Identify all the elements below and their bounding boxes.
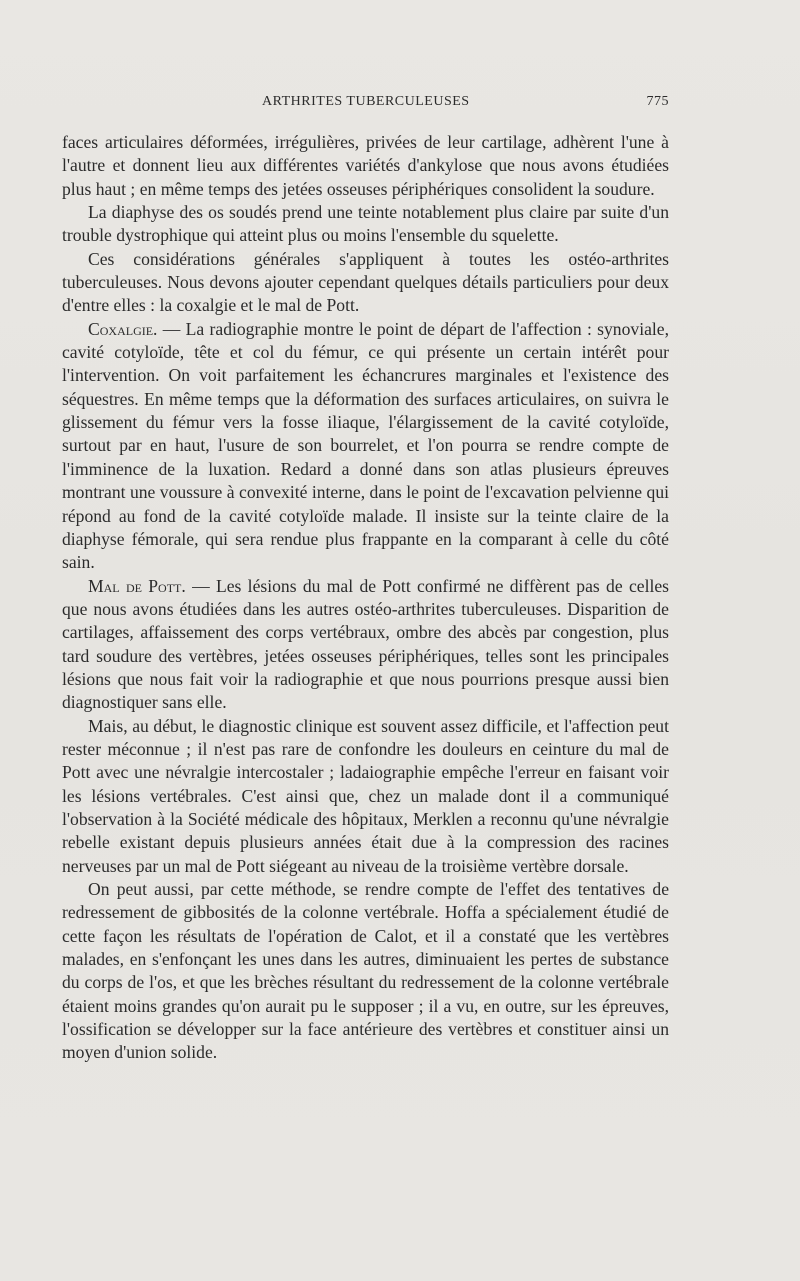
paragraph-coxalgie bbox=[62, 318, 669, 575]
paragraph-text: Ces considérations générales s'appliquent à toutes les ostéo-arthrites tuberculeuses. Nous devons ajouter cependant quelques détails particuliers pour deux d'entre elles : la coxalgie et le mal de Pott. bbox=[62, 248, 669, 316]
body-text bbox=[62, 131, 669, 1065]
paragraph-text: — La radiographie montre le point de départ de l'affection : synoviale, cavité cotyloïde, tête et col du fémur, ce qui présente un certain intérêt pour l'intervention. On voit parfaitement les échancrures marginales et l'existence des séquestres. En même temps que la déformation des surfaces articulaires, on suivra le glissement du fémur vers la fosse iliaque, l'élargissement de la cavité cotyloïde, surtout par en haut, l'usure de son bourrelet, et l'on pourra se rendre compte de l'imminence de la luxation. Redard a donné dans son atlas plusieurs épreuves montrant une voussure à convexité interne, dans le point de l'excavation pelvienne qui répond au fond de la cavité cotyloïde malade. Il insiste sur la teinte claire de la diaphyse fémorale, qui sera rendue plus frappante en la comparant à celle du côté sain. bbox=[62, 318, 669, 573]
paragraph-7 bbox=[62, 878, 669, 1065]
paragraph-6 bbox=[62, 715, 669, 878]
paragraph-3 bbox=[62, 248, 669, 318]
paragraph-text: faces articulaires déformées, irrégulières, privées de leur cartilage, adhèrent l'une à l'autre et donnent lieu aux différentes variétés d'ankylose que nous avons étudiées plus haut ; en même temps des jetées osseuses périphériques consolident la soudure. bbox=[62, 132, 669, 199]
page-number: 775 bbox=[646, 94, 669, 109]
section-lead-mal-de-pott: Mal de Pott. bbox=[88, 575, 186, 596]
paragraph-text: — Les lésions du mal de Pott confirmé ne diffèrent pas de celles que nous avons étudiées dans les autres ostéo-arthrites tuberculeuses. Disparition de cartilages, affaissement des corps vertébraux, ombre des abcès par congestion, plus tard soudure des vertèbres, jetées osseuses périphériques, telles sont les principales lésions que nous fait voir la radiographie et que nous pourrions presque aussi bien diagnostiquer sans elle. bbox=[62, 575, 669, 713]
paragraph-text: On peut aussi, par cette méthode, se rendre compte de l'effet des tentatives de redressement de gibbosités de la colonne vertébrale. Hoffa a spécialement étudié de cette façon les résultats de l'opération de Calot, et il a constaté que les vertèbres malades, en s'enfonçant les unes dans les autres, diminuaient les pertes de substance du corps de l'os, et que les brèches résultant du redressement de la colonne vertébrale étaient moins grandes qu'on aurait pu le supposer ; il a vu, en outre, sur les épreuves, l'ossification se développer sur la face antérieure des vertèbres et constituer ainsi un moyen d'union solide. bbox=[62, 879, 669, 1063]
running-title: ARTHRITES TUBERCULEUSES bbox=[262, 94, 470, 109]
paragraph-mal-de-pott bbox=[62, 575, 669, 715]
paragraph-1 bbox=[62, 131, 669, 201]
paragraph-2 bbox=[62, 201, 669, 248]
paragraph-text: La diaphyse des os soudés prend une teinte notablement plus claire par suite d'un trouble dystrophique qui atteint plus ou moins l'ensemble du squelette. bbox=[62, 202, 669, 246]
paragraph-text: Mais, au début, le diagnostic clinique est souvent assez difficile, et l'affection peut rester méconnue ; il n'est pas rare de confondre les douleurs en ceinture du mal de Pott avec une névralgie intercostaler ; ladaiographie empêche l'erreur en faisant voir les lésions vertébrales. C'est ainsi que, chez un malade dont il a communiqué l'observation à la Société médicale des hôpitaux, Merklen a reconnu qu'une névralgie rebelle existant depuis plusieurs années était due à la compression des racines nerveuses par un mal de Pott siégeant au niveau de la troisième vertèbre dorsale. bbox=[62, 715, 669, 876]
running-head bbox=[62, 94, 669, 114]
section-lead-coxalgie: Coxalgie. bbox=[88, 318, 158, 339]
